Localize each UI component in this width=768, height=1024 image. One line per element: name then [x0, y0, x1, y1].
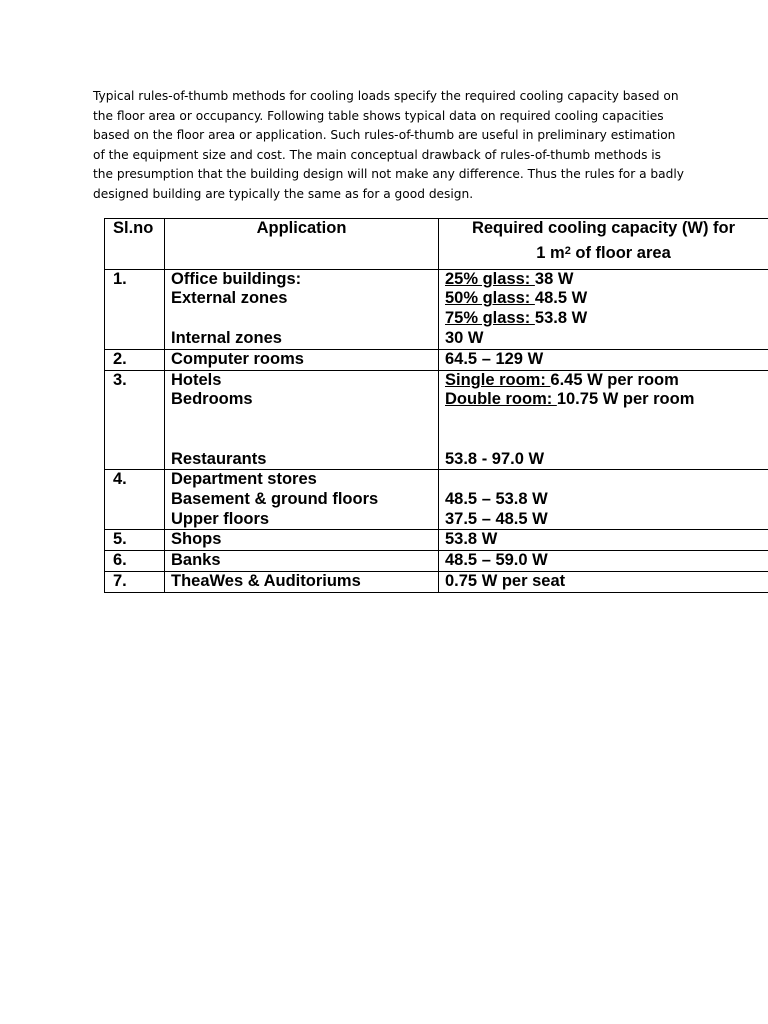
capacity-cell: 53.8 W: [439, 530, 768, 551]
application-text: External zones: [171, 289, 288, 308]
header-required-line1: Required cooling capacity (W) for: [471, 219, 736, 237]
capacity-label: 75% glass:: [445, 309, 535, 328]
capacity-text: 53.8 - 97.0 W: [445, 449, 545, 468]
table-row: [105, 470, 768, 530]
table-header-row: [105, 219, 768, 270]
row-number: 4.: [105, 470, 165, 530]
capacity-cell: 0.75 W per seat: [439, 572, 768, 593]
application-cell: Banks: [165, 551, 439, 572]
intro-line: Typical rules-of-thumb methods for cooling loads specify the required cooling capacity based on: [93, 89, 679, 103]
capacity-cell: [439, 370, 768, 470]
capacity-cell: 64.5 – 129 W: [439, 349, 768, 370]
table-row: [105, 530, 768, 551]
application-cell: [165, 370, 439, 470]
row-number: 6.: [105, 551, 165, 572]
capacity-text: 48.5 – 53.8 W: [445, 489, 548, 508]
application-text: Basement & ground floors: [171, 489, 379, 508]
capacity-text: [445, 289, 762, 309]
application-cell: Shops: [165, 530, 439, 551]
header-application: Application: [165, 219, 439, 270]
capacity-label: 50% glass:: [445, 289, 535, 308]
capacity-value: 6.45 W per room: [550, 370, 679, 389]
intro-line: the floor area or occupancy. Following table shows typical data on required cooling capacities: [93, 108, 664, 123]
table-row: [105, 349, 768, 370]
application-text: Hotels: [171, 370, 222, 389]
capacity-cell: [439, 470, 768, 530]
table-row: [105, 572, 768, 593]
table-row: [105, 551, 768, 572]
capacity-text: [445, 371, 762, 391]
intro-line: based on the floor area or application. Such rules-of-thumb are useful in preliminary estimation: [93, 128, 676, 142]
cooling-capacity-table: [104, 218, 768, 593]
application-text: Upper floors: [171, 509, 270, 528]
row-number: 5.: [105, 530, 165, 551]
capacity-label: 25% glass:: [445, 269, 535, 288]
capacity-label: Single room:: [445, 370, 551, 389]
application-text: Internal zones: [171, 328, 282, 347]
table-row: [105, 370, 768, 470]
application-cell: Computer rooms: [165, 349, 439, 370]
capacity-value: 48.5 W: [534, 289, 588, 308]
header-required-sup: 2: [564, 244, 571, 257]
header-required-post: of floor area: [570, 243, 671, 262]
row-number: 3.: [105, 370, 165, 470]
capacity-text: 30 W: [445, 328, 484, 347]
capacity-text: [445, 270, 762, 290]
capacity-text: [445, 309, 762, 329]
application-cell: [165, 269, 439, 349]
intro-line: the presumption that the building design will not make any difference. Thus the rules for a badly: [93, 167, 684, 181]
header-required-pre: 1 m: [536, 243, 565, 262]
application-cell: [165, 470, 439, 530]
intro-paragraph: [93, 87, 693, 204]
application-text: Office buildings:: [171, 269, 302, 288]
capacity-value: 10.75 W per room: [556, 390, 695, 409]
application-cell: TheaWes & Auditoriums: [165, 572, 439, 593]
application-text: Department stores: [171, 470, 317, 489]
application-text: Bedrooms: [171, 390, 253, 409]
capacity-cell: 48.5 – 59.0 W: [439, 551, 768, 572]
row-number: 2.: [105, 349, 165, 370]
capacity-label: Double room:: [445, 390, 557, 409]
capacity-text: 37.5 – 48.5 W: [445, 509, 548, 528]
capacity-text: [445, 390, 762, 410]
capacity-cell: [439, 269, 768, 349]
application-text: Restaurants: [171, 449, 267, 468]
capacity-value: 38 W: [534, 269, 574, 288]
header-required-capacity: [439, 219, 768, 270]
row-number: 1.: [105, 269, 165, 349]
intro-line: designed building are typically the same as for a good design.: [93, 186, 474, 201]
capacity-value: 53.8 W: [534, 309, 588, 328]
header-required-line2: [445, 239, 762, 269]
table-row: [105, 269, 768, 349]
header-slno: Sl.no: [105, 219, 165, 270]
row-number: 7.: [105, 572, 165, 593]
intro-line: of the equipment size and cost. The main conceptual drawback of rules-of-thumb methods is: [93, 147, 662, 162]
